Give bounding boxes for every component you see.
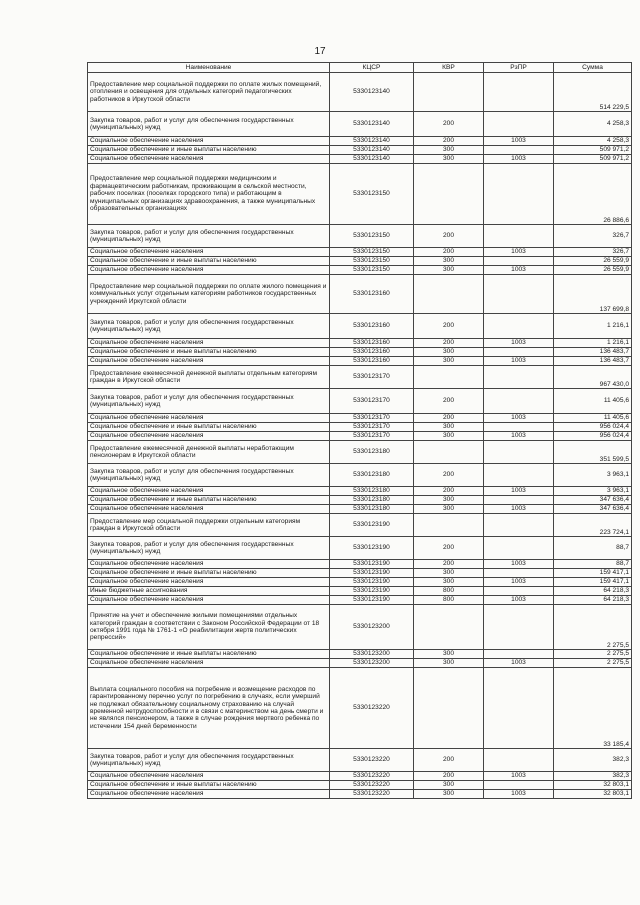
cell-sum: 64 218,3 — [554, 587, 632, 596]
cell-rzpr — [484, 146, 554, 155]
cell-sum: 159 417,1 — [554, 578, 632, 587]
cell-name: Социальное обеспечение и иные выплаты населению — [88, 650, 330, 659]
cell-rzpr — [484, 668, 554, 749]
cell-rzpr: 1003 — [484, 578, 554, 587]
cell-kvr: 300 — [414, 357, 484, 366]
cell-kcsr: 5330123160 — [330, 339, 414, 348]
table-row — [88, 146, 632, 155]
cell-kvr: 300 — [414, 155, 484, 164]
cell-kcsr: 5330123140 — [330, 155, 414, 164]
cell-kcsr: 5330123150 — [330, 164, 414, 225]
cell-name: Социальное обеспечение населения — [88, 578, 330, 587]
cell-rzpr — [484, 389, 554, 414]
cell-sum: 64 218,3 — [554, 596, 632, 605]
cell-sum: 3 963,1 — [554, 487, 632, 496]
cell-name: Закупка товаров, работ и услуг для обеспечения государственных (муниципальных) нужд — [88, 112, 330, 137]
cell-rzpr: 1003 — [484, 266, 554, 275]
cell-kvr: 200 — [414, 248, 484, 257]
cell-kvr: 300 — [414, 496, 484, 505]
page-number: 17 — [314, 46, 326, 57]
cell-rzpr — [484, 587, 554, 596]
header-rzpr: РзПР — [484, 63, 554, 73]
table-row — [88, 514, 632, 537]
table-row — [88, 596, 632, 605]
cell-name: Социальное обеспечение населения — [88, 357, 330, 366]
cell-rzpr: 1003 — [484, 357, 554, 366]
cell-rzpr — [484, 423, 554, 432]
cell-name: Социальное обеспечение населения — [88, 414, 330, 423]
cell-rzpr: 1003 — [484, 790, 554, 799]
cell-sum: 4 258,3 — [554, 112, 632, 137]
cell-kvr: 300 — [414, 650, 484, 659]
cell-kcsr: 5330123150 — [330, 225, 414, 248]
cell-rzpr — [484, 366, 554, 389]
table-row — [88, 155, 632, 164]
cell-rzpr — [484, 781, 554, 790]
cell-sum: 4 258,3 — [554, 137, 632, 146]
cell-sum: 2 275,5 — [554, 659, 632, 668]
cell-sum: 326,7 — [554, 248, 632, 257]
cell-sum: 136 483,7 — [554, 357, 632, 366]
cell-rzpr: 1003 — [484, 432, 554, 441]
cell-kvr: 300 — [414, 790, 484, 799]
table-row — [88, 348, 632, 357]
cell-kcsr: 5330123190 — [330, 596, 414, 605]
cell-kcsr: 5330123190 — [330, 578, 414, 587]
header-kvr: КВР — [414, 63, 484, 73]
cell-sum: 347 636,4 — [554, 505, 632, 514]
cell-kvr: 300 — [414, 257, 484, 266]
cell-kcsr: 5330123200 — [330, 659, 414, 668]
table-row — [88, 464, 632, 487]
cell-name: Социальное обеспечение и иные выплаты населению — [88, 496, 330, 505]
cell-kcsr: 5330123190 — [330, 560, 414, 569]
cell-kvr: 300 — [414, 423, 484, 432]
cell-kvr: 200 — [414, 487, 484, 496]
cell-kcsr: 5330123150 — [330, 266, 414, 275]
cell-sum: 382,3 — [554, 772, 632, 781]
cell-kcsr: 5330123160 — [330, 314, 414, 339]
cell-sum: 88,7 — [554, 560, 632, 569]
cell-name: Социальное обеспечение населения — [88, 339, 330, 348]
table-row — [88, 487, 632, 496]
cell-name: Принятие на учет и обеспечение жилыми помещениями отдельных категорий граждан в соответствии с Законом Российской Федерации от 18 октября 1991 года № 1761-1 «О реабилитации жертв политических репрессий» — [88, 605, 330, 650]
cell-sum: 351 599,5 — [554, 441, 632, 464]
cell-kvr: 200 — [414, 772, 484, 781]
table-row — [88, 578, 632, 587]
cell-sum: 956 024,4 — [554, 423, 632, 432]
table-row — [88, 569, 632, 578]
table-row — [88, 505, 632, 514]
table-row — [88, 248, 632, 257]
cell-name: Социальное обеспечение и иные выплаты населению — [88, 348, 330, 357]
cell-name: Социальное обеспечение населения — [88, 432, 330, 441]
budget-table — [87, 62, 632, 799]
cell-name: Социальное обеспечение и иные выплаты населению — [88, 423, 330, 432]
cell-kcsr: 5330123200 — [330, 650, 414, 659]
cell-kcsr: 5330123150 — [330, 257, 414, 266]
cell-rzpr: 1003 — [484, 487, 554, 496]
cell-kcsr: 5330123190 — [330, 587, 414, 596]
cell-kcsr: 5330123170 — [330, 389, 414, 414]
cell-sum: 509 971,2 — [554, 155, 632, 164]
cell-rzpr — [484, 569, 554, 578]
cell-rzpr — [484, 275, 554, 314]
cell-rzpr: 1003 — [484, 505, 554, 514]
table-row — [88, 790, 632, 799]
table-row — [88, 496, 632, 505]
cell-kvr: 300 — [414, 578, 484, 587]
cell-sum: 347 636,4 — [554, 496, 632, 505]
cell-name: Закупка товаров, работ и услуг для обеспечения государственных (муниципальных) нужд — [88, 749, 330, 772]
cell-sum: 3 963,1 — [554, 464, 632, 487]
cell-kcsr: 5330123190 — [330, 514, 414, 537]
cell-name: Социальное обеспечение населения — [88, 137, 330, 146]
cell-kvr — [414, 275, 484, 314]
cell-kcsr: 5330123150 — [330, 248, 414, 257]
cell-sum: 2 275,5 — [554, 650, 632, 659]
cell-kvr — [414, 668, 484, 749]
table-row — [88, 432, 632, 441]
cell-rzpr — [484, 314, 554, 339]
cell-kvr: 300 — [414, 781, 484, 790]
cell-name: Социальное обеспечение и иные выплаты населению — [88, 257, 330, 266]
cell-kcsr: 5330123140 — [330, 73, 414, 112]
cell-sum: 26 886,6 — [554, 164, 632, 225]
table-row — [88, 414, 632, 423]
cell-kcsr: 5330123180 — [330, 464, 414, 487]
cell-rzpr: 1003 — [484, 772, 554, 781]
cell-kcsr: 5330123180 — [330, 487, 414, 496]
cell-kcsr: 5330123220 — [330, 749, 414, 772]
table-row — [88, 266, 632, 275]
table-row — [88, 668, 632, 749]
cell-name: Социальное обеспечение населения — [88, 505, 330, 514]
cell-rzpr — [484, 650, 554, 659]
table-row — [88, 560, 632, 569]
cell-kvr: 800 — [414, 587, 484, 596]
cell-sum: 137 699,8 — [554, 275, 632, 314]
cell-kvr — [414, 164, 484, 225]
cell-sum: 26 559,9 — [554, 266, 632, 275]
cell-name: Социальное обеспечение населения — [88, 596, 330, 605]
cell-rzpr — [484, 348, 554, 357]
cell-name: Выплата социального пособия на погребение и возмещение расходов по гарантированному перечню услуг по погребению в случаях, если умерший не подлежал обязательному социальному страхованию на случай временной нетрудоспособности и в связи с материнством на день смерти и не являлся пенсионером, а также в случае рождения мертвого ребенка по истечении 154 дней беременности — [88, 668, 330, 749]
cell-name: Закупка товаров, работ и услуг для обеспечения государственных (муниципальных) нужд — [88, 464, 330, 487]
cell-name: Предоставление мер социальной поддержки по оплате жилого помещения и коммунальных услуг отдельным категориям работников государственных учреждений Иркутской области — [88, 275, 330, 314]
cell-sum: 11 405,6 — [554, 414, 632, 423]
cell-kcsr: 5330123190 — [330, 569, 414, 578]
cell-rzpr — [484, 164, 554, 225]
cell-kvr: 200 — [414, 137, 484, 146]
cell-kvr: 200 — [414, 560, 484, 569]
cell-rzpr — [484, 605, 554, 650]
cell-sum: 32 803,1 — [554, 781, 632, 790]
cell-sum: 514 229,5 — [554, 73, 632, 112]
table-row — [88, 137, 632, 146]
cell-name: Предоставление мер социальной поддержки по оплате жилых помещений, отопления и освещения для отдельных категорий педагогических работников в Иркутской области — [88, 73, 330, 112]
cell-sum: 88,7 — [554, 537, 632, 560]
cell-kcsr: 5330123220 — [330, 668, 414, 749]
cell-name: Предоставление ежемесячной денежной выплаты неработающим пенсионерам в Иркутской области — [88, 441, 330, 464]
table-row — [88, 389, 632, 414]
cell-kcsr: 5330123220 — [330, 790, 414, 799]
cell-kvr: 200 — [414, 414, 484, 423]
cell-sum: 11 405,6 — [554, 389, 632, 414]
cell-name: Предоставление мер социальной поддержки отдельным категориям граждан в Иркутской области — [88, 514, 330, 537]
cell-name: Социальное обеспечение населения — [88, 772, 330, 781]
cell-kvr: 200 — [414, 464, 484, 487]
cell-kcsr: 5330123220 — [330, 772, 414, 781]
cell-kvr — [414, 73, 484, 112]
cell-rzpr: 1003 — [484, 414, 554, 423]
cell-name: Закупка товаров, работ и услуг для обеспечения государственных (муниципальных) нужд — [88, 537, 330, 560]
cell-name: Закупка товаров, работ и услуг для обеспечения государственных (муниципальных) нужд — [88, 314, 330, 339]
cell-kcsr: 5330123180 — [330, 505, 414, 514]
cell-rzpr — [484, 496, 554, 505]
cell-kcsr: 5330123170 — [330, 414, 414, 423]
cell-name: Социальное обеспечение населения — [88, 560, 330, 569]
table-row — [88, 366, 632, 389]
cell-rzpr — [484, 257, 554, 266]
cell-kvr: 300 — [414, 569, 484, 578]
cell-kvr: 200 — [414, 314, 484, 339]
table-row — [88, 112, 632, 137]
table-row — [88, 225, 632, 248]
cell-name: Закупка товаров, работ и услуг для обеспечения государственных (муниципальных) нужд — [88, 225, 330, 248]
table-row — [88, 275, 632, 314]
cell-name: Предоставление ежемесячной денежной выплаты отдельным категориям граждан в Иркутской области — [88, 366, 330, 389]
cell-rzpr: 1003 — [484, 339, 554, 348]
cell-rzpr: 1003 — [484, 248, 554, 257]
cell-kcsr: 5330123220 — [330, 781, 414, 790]
cell-name: Предоставление мер социальной поддержки медицинским и фармацевтическим работникам, проживающим в сельской местности, рабочих поселках (поселках городского типа) и работающим в муниципальных организациях здравоохранения, а также муниципальных образовательных организациях — [88, 164, 330, 225]
cell-name: Социальное обеспечение и иные выплаты населению — [88, 781, 330, 790]
table-row — [88, 257, 632, 266]
table-row — [88, 605, 632, 650]
cell-kcsr: 5330123170 — [330, 432, 414, 441]
cell-kcsr: 5330123160 — [330, 348, 414, 357]
cell-kvr — [414, 514, 484, 537]
cell-sum: 1 216,1 — [554, 339, 632, 348]
table-row — [88, 587, 632, 596]
cell-kcsr: 5330123170 — [330, 366, 414, 389]
cell-sum: 956 024,4 — [554, 432, 632, 441]
cell-kcsr: 5330123140 — [330, 146, 414, 155]
cell-sum: 382,3 — [554, 749, 632, 772]
cell-kcsr: 5330123200 — [330, 605, 414, 650]
cell-kvr: 200 — [414, 339, 484, 348]
cell-sum: 1 216,1 — [554, 314, 632, 339]
cell-rzpr — [484, 749, 554, 772]
table-row — [88, 659, 632, 668]
cell-name: Социальное обеспечение населения — [88, 659, 330, 668]
cell-sum: 509 971,2 — [554, 146, 632, 155]
cell-rzpr: 1003 — [484, 137, 554, 146]
cell-kvr — [414, 366, 484, 389]
table-row — [88, 357, 632, 366]
cell-sum: 159 417,1 — [554, 569, 632, 578]
table-row — [88, 423, 632, 432]
cell-rzpr — [484, 537, 554, 560]
cell-kvr: 300 — [414, 505, 484, 514]
cell-rzpr — [484, 441, 554, 464]
table-row — [88, 772, 632, 781]
cell-kcsr: 5330123190 — [330, 537, 414, 560]
table-row — [88, 441, 632, 464]
cell-kcsr: 5330123160 — [330, 357, 414, 366]
cell-sum: 326,7 — [554, 225, 632, 248]
cell-sum: 223 724,1 — [554, 514, 632, 537]
cell-kcsr: 5330123140 — [330, 112, 414, 137]
cell-kcsr: 5330123180 — [330, 496, 414, 505]
cell-name: Социальное обеспечение населения — [88, 487, 330, 496]
table-row — [88, 781, 632, 790]
header-name: Наименование — [88, 63, 330, 73]
cell-kcsr: 5330123140 — [330, 137, 414, 146]
header-kcsr: КЦСР — [330, 63, 414, 73]
cell-kvr: 300 — [414, 348, 484, 357]
cell-name: Социальное обеспечение и иные выплаты населению — [88, 569, 330, 578]
cell-kvr: 300 — [414, 432, 484, 441]
cell-sum: 26 559,9 — [554, 257, 632, 266]
cell-kvr — [414, 441, 484, 464]
table-row — [88, 339, 632, 348]
table-row — [88, 73, 632, 112]
table-header-row — [88, 63, 632, 73]
cell-kvr: 200 — [414, 225, 484, 248]
cell-rzpr: 1003 — [484, 155, 554, 164]
cell-rzpr — [484, 73, 554, 112]
table-row — [88, 164, 632, 225]
cell-rzpr — [484, 514, 554, 537]
cell-rzpr — [484, 464, 554, 487]
cell-rzpr: 1003 — [484, 659, 554, 668]
cell-kcsr: 5330123170 — [330, 423, 414, 432]
cell-name: Социальное обеспечение населения — [88, 248, 330, 257]
cell-kvr: 300 — [414, 146, 484, 155]
cell-kvr — [414, 605, 484, 650]
cell-rzpr — [484, 112, 554, 137]
cell-kvr: 200 — [414, 112, 484, 137]
cell-kvr: 200 — [414, 749, 484, 772]
cell-kvr: 200 — [414, 537, 484, 560]
cell-kvr: 300 — [414, 659, 484, 668]
table-row — [88, 537, 632, 560]
cell-rzpr: 1003 — [484, 596, 554, 605]
table-row — [88, 314, 632, 339]
cell-kvr: 300 — [414, 266, 484, 275]
cell-sum: 2 275,5 — [554, 605, 632, 650]
cell-name: Социальное обеспечение населения — [88, 155, 330, 164]
cell-sum: 967 430,0 — [554, 366, 632, 389]
cell-kcsr: 5330123180 — [330, 441, 414, 464]
cell-name: Социальное обеспечение и иные выплаты населению — [88, 146, 330, 155]
cell-rzpr — [484, 225, 554, 248]
cell-name: Иные бюджетные ассигнования — [88, 587, 330, 596]
header-sum: Сумма — [554, 63, 632, 73]
cell-sum: 33 185,4 — [554, 668, 632, 749]
table-row — [88, 749, 632, 772]
cell-sum: 136 483,7 — [554, 348, 632, 357]
cell-kcsr: 5330123160 — [330, 275, 414, 314]
cell-kvr: 800 — [414, 596, 484, 605]
cell-name: Социальное обеспечение населения — [88, 790, 330, 799]
cell-sum: 32 803,1 — [554, 790, 632, 799]
table-row — [88, 650, 632, 659]
cell-rzpr: 1003 — [484, 560, 554, 569]
cell-name: Социальное обеспечение населения — [88, 266, 330, 275]
cell-name: Закупка товаров, работ и услуг для обеспечения государственных (муниципальных) нужд — [88, 389, 330, 414]
cell-kvr: 200 — [414, 389, 484, 414]
